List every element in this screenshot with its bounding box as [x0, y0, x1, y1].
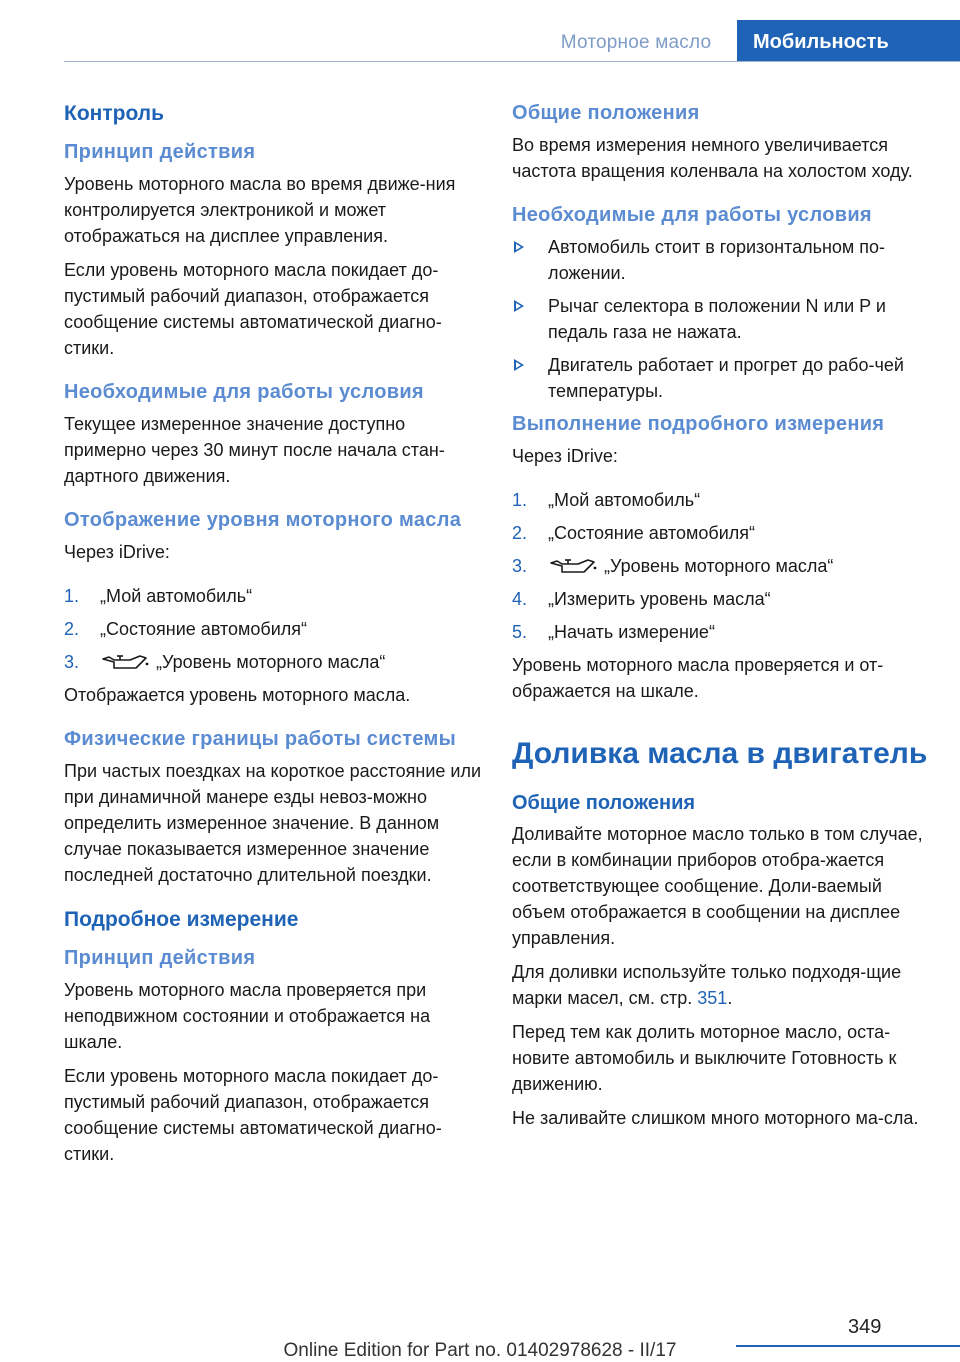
list-item [64, 649, 484, 675]
paragraph: Уровень моторного масла во время движе-ния контролируется электроникой и может отображаться на дисплее управления. [64, 174, 456, 246]
oil-can-icon [100, 652, 150, 672]
list-text: „Мой автомобиль“ [100, 586, 253, 606]
list-item [512, 487, 932, 513]
list-number: 5. [512, 622, 528, 642]
list-text: „Состояние автомобиля“ [548, 523, 756, 543]
paragraph: Не заливайте слишком много моторного ма-сла. [512, 1108, 919, 1128]
list-number: 2. [64, 619, 80, 639]
list-text: Автомобиль стоит в горизонтальном по-ложении. [548, 237, 886, 283]
list-number: 4. [512, 589, 528, 609]
page-header [0, 0, 960, 62]
list-number: 1. [512, 490, 528, 510]
header-chapter-tab: Мобильность [737, 20, 960, 62]
paragraph: Перед тем как долить моторное масло, оста-новите автомобиль и выключите Готовность к движению. [512, 1022, 897, 1094]
paragraph: Доливайте моторное масло только в том случае, если в комбинации приборов отобра-жается соответствующее сообщение. Доли-ваемый объем отображается в сообщении на дисплее управления. [512, 824, 923, 948]
heading-principle: Принцип действия [64, 947, 256, 969]
right-column [512, 100, 932, 1139]
footer-edition: Online Edition for Part no. 01402978628 - II/17 [283, 1340, 677, 1361]
paragraph: Через iDrive: [64, 542, 170, 562]
heading-perform-measurement: Выполнение подробного измерения [512, 413, 885, 435]
paragraph: Если уровень моторного масла покидает до-пустимый рабочий диапазон, отображается сообщение системы автоматической диагно-стики. [64, 1066, 442, 1164]
list-item [64, 583, 484, 609]
page-number: 349 [848, 1316, 882, 1338]
heading-general: Общие положения [512, 102, 700, 124]
heading-detailed-measurement: Подробное измерение [64, 908, 299, 931]
list-text: „Мой автомобиль“ [548, 490, 701, 510]
list-number: 3. [64, 652, 80, 672]
list-text: Двигатель работает и прогрет до рабо-чей температуры. [548, 355, 904, 401]
paragraph: Через iDrive: [512, 446, 618, 466]
oil-can-icon [548, 556, 598, 576]
list-number: 1. [64, 586, 80, 606]
list-text: „Начать измерение“ [548, 622, 715, 642]
left-column [64, 100, 484, 1175]
triangle-right-icon [514, 241, 524, 253]
triangle-right-icon [514, 359, 524, 371]
heading-conditions: Необходимые для работы условия [512, 204, 872, 226]
list-text: „Уровень моторного масла“ [156, 652, 386, 672]
paragraph-oil-grades [512, 959, 932, 1011]
paragraph: Если уровень моторного масла покидает до-пустимый рабочий диапазон, отображается сообщение системы автоматической диагно-стики. [64, 260, 442, 358]
list-item [512, 293, 932, 345]
list-item [512, 619, 932, 645]
heading-display-oil-level: Отображение уровня моторного масла [64, 509, 462, 531]
header-section-title: Моторное масло [560, 32, 712, 53]
list-text: Рычаг селектора в положении N или P и педаль газа не нажата. [548, 296, 886, 342]
paragraph-text: . [727, 988, 733, 1008]
list-item [512, 520, 932, 546]
list-text: „Состояние автомобиля“ [100, 619, 308, 639]
list-number: 2. [512, 523, 528, 543]
header-rule [64, 61, 960, 62]
paragraph: При частых поездках на короткое расстояние или при динамичной манере езды невоз-можно определить измеренное значение. В данном случае показывается измеренное значение последней достаточно длительной поездки. [64, 761, 482, 885]
paragraph: Во время измерения немного увеличивается частота вращения коленвала на холостом ходу. [512, 135, 913, 181]
heading-general: Общие положения [512, 792, 696, 814]
paragraph: Текущее измеренное значение доступно примерно через 30 минут после начала стан-дартного движения. [64, 414, 445, 486]
paragraph-text: Для доливки используйте только подходя-щие марки масел, см. стр. [512, 962, 902, 1008]
list-item [512, 553, 932, 579]
list-text: „Уровень моторного масла“ [604, 556, 834, 576]
paragraph: Уровень моторного масла проверяется при неподвижном состоянии и отображается на шкале. [64, 980, 431, 1052]
list-item [512, 352, 932, 404]
triangle-right-icon [514, 300, 524, 312]
list-item [512, 586, 932, 612]
heading-conditions: Необходимые для работы условия [64, 381, 424, 403]
paragraph: Отображается уровень моторного масла. [64, 685, 411, 705]
heading-limits: Физические границы работы системы [64, 728, 456, 750]
list-item [512, 234, 932, 286]
paragraph: Уровень моторного масла проверяется и от-ображается на шкале. [512, 655, 884, 701]
page-reference-link[interactable]: 351 [697, 988, 728, 1008]
list-text: „Измерить уровень масла“ [548, 589, 771, 609]
heading-principle: Принцип действия [64, 141, 256, 163]
heading-topup-oil: Доливка масла в двигатель [512, 737, 928, 770]
heading-control: Контроль [64, 102, 164, 125]
list-number: 3. [512, 556, 528, 576]
list-item [64, 616, 484, 642]
